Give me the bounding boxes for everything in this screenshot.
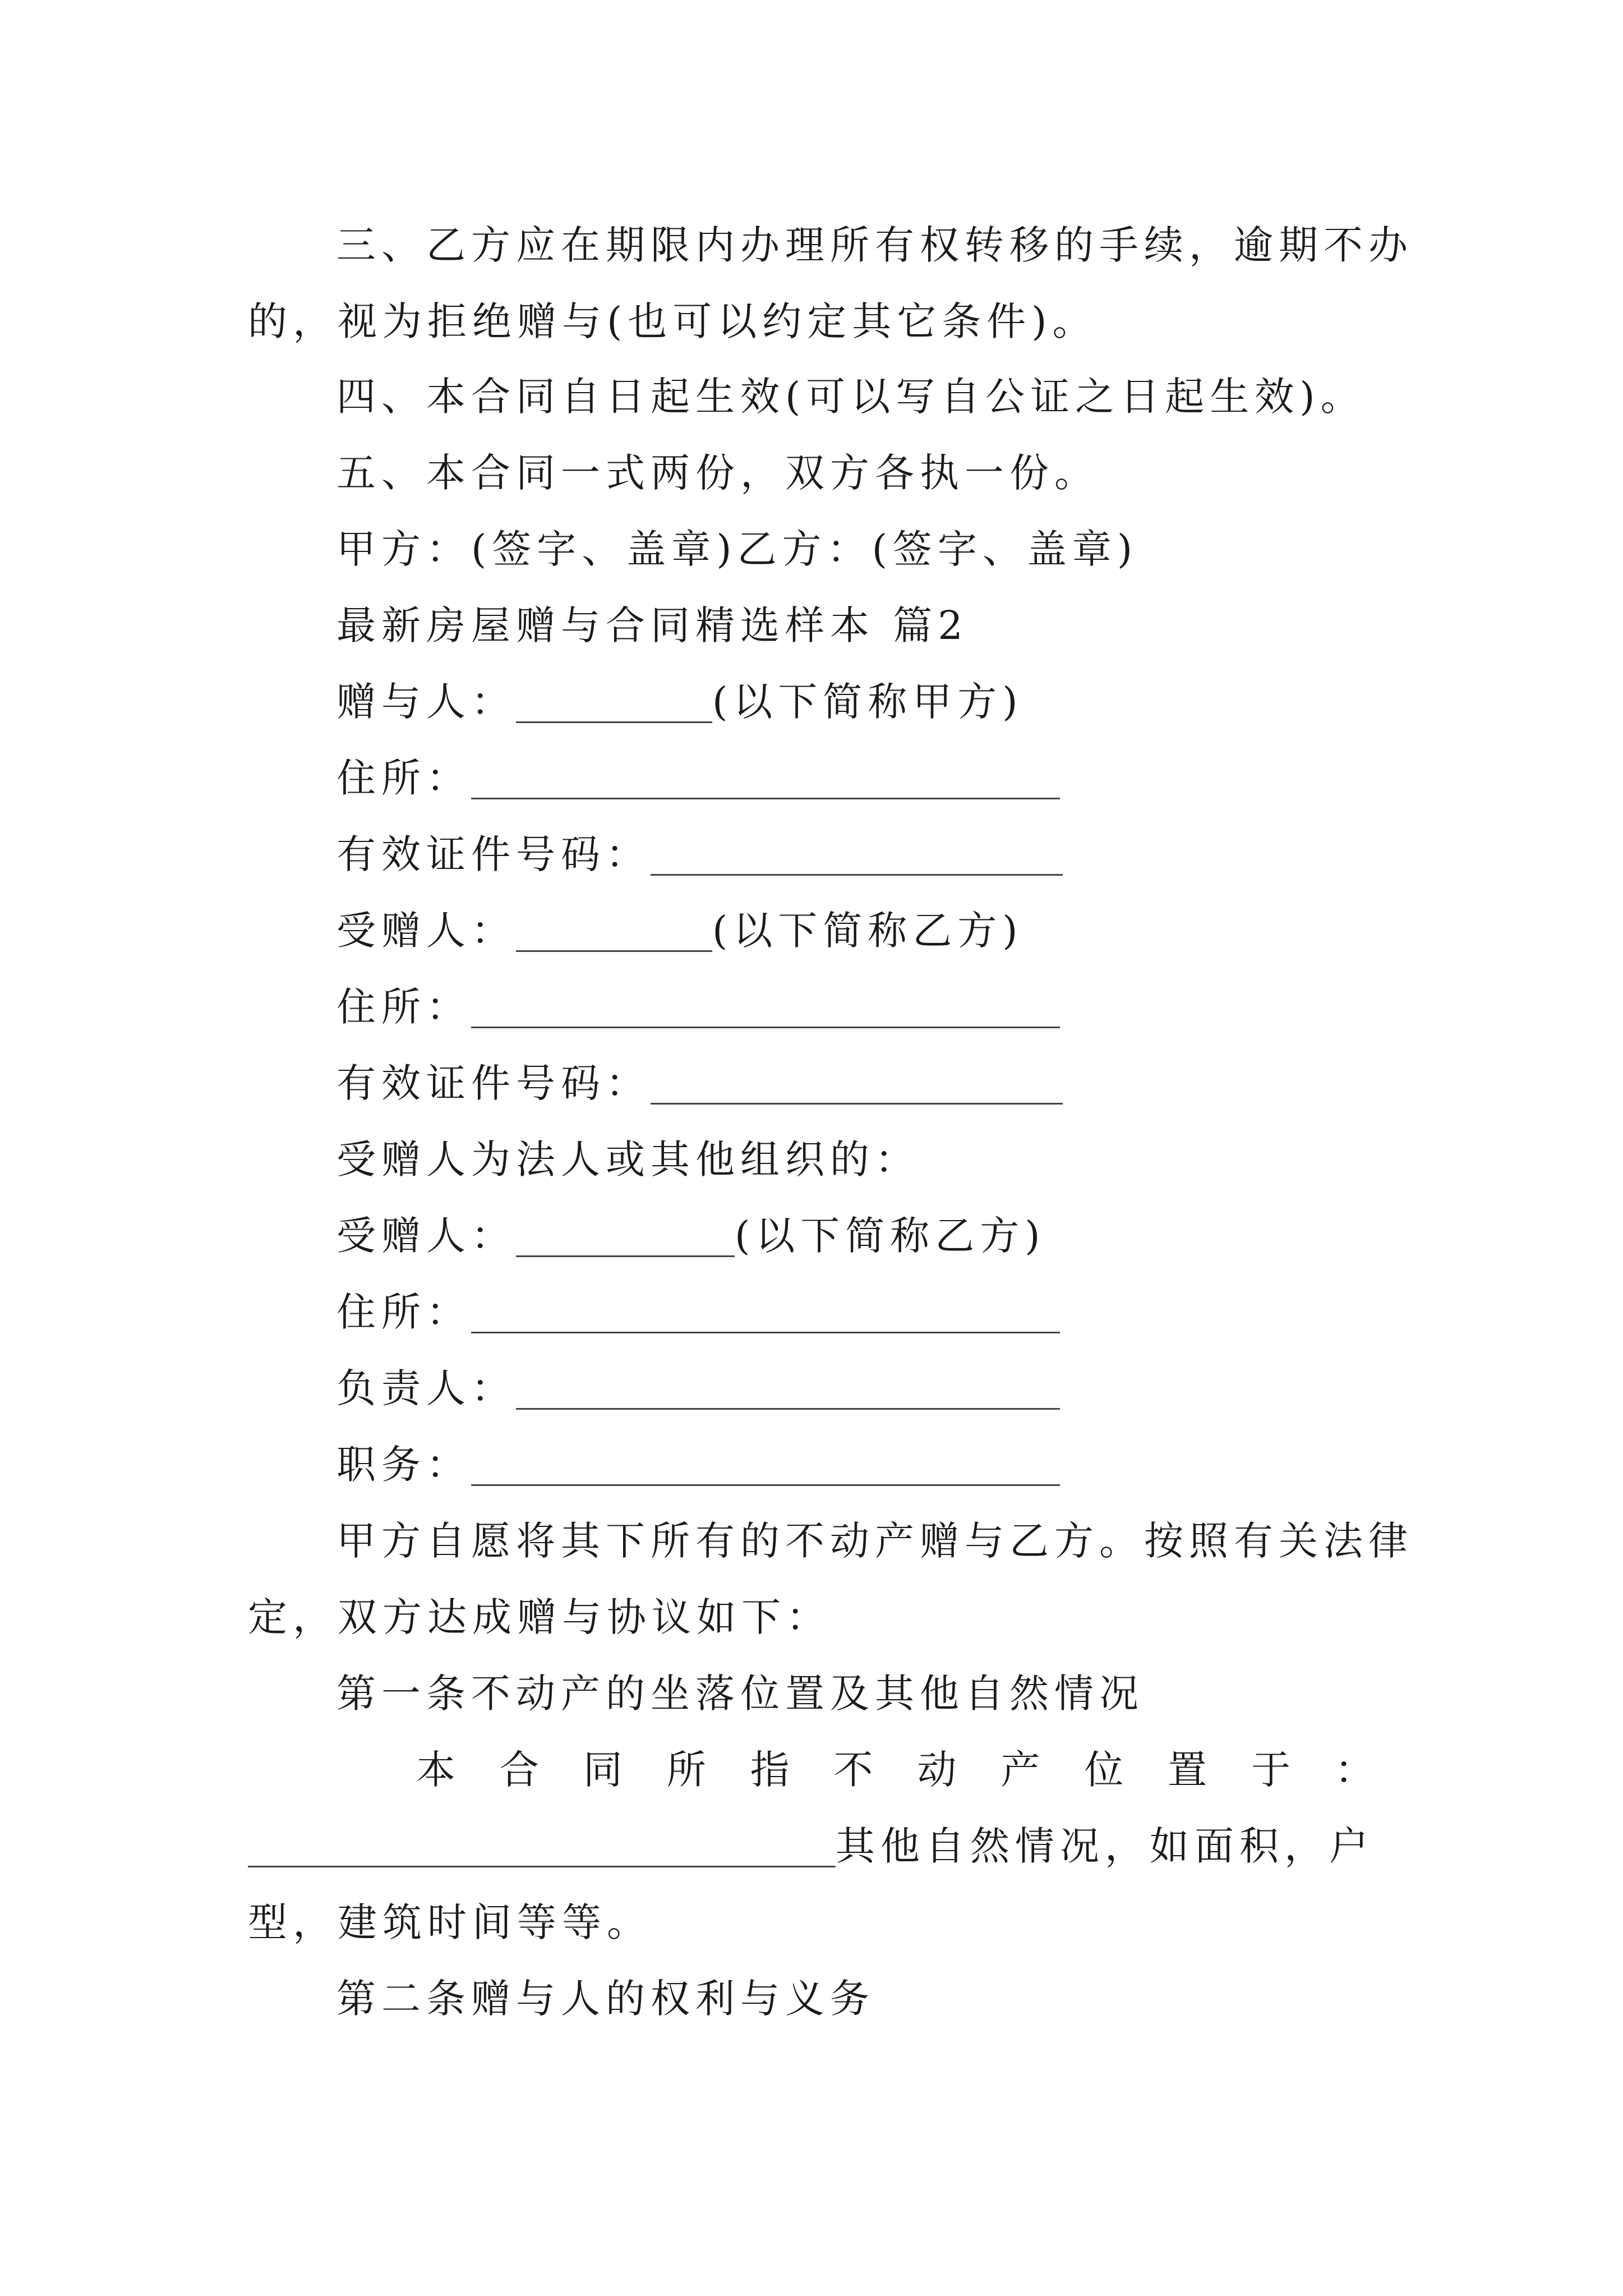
article-1-line-4: 型，建筑时间等等。 — [248, 1899, 652, 1945]
spaced-char: 所 — [666, 1747, 706, 1793]
position-blank[interactable] — [471, 1445, 1060, 1486]
clause-5: 五、本合同一式两份，双方各执一份。 — [336, 450, 1099, 496]
donor-row — [336, 671, 1023, 733]
org-note: 受赠人为法人或其他组织的： — [336, 1137, 920, 1182]
donee-suffix: (以下简称乙方) — [712, 908, 1023, 954]
spaced-char: 动 — [917, 1747, 957, 1793]
org-donee-row — [336, 1205, 1046, 1267]
donee-label: 受赠人： — [336, 1213, 516, 1259]
org-donee-blank[interactable] — [516, 1216, 735, 1257]
spaced-char: ： — [1334, 1747, 1374, 1793]
clause-3-line-1: 三、乙方应在期限内办理所有权转移的手续，逾期不办 — [336, 222, 1413, 268]
spaced-char: 不 — [833, 1747, 873, 1793]
clause-4: 四、本合同自日起生效(可以写自公证之日起生效)。 — [336, 374, 1366, 420]
donee-row — [336, 900, 1023, 961]
responsible-blank[interactable] — [516, 1369, 1060, 1410]
org-address-row — [336, 1281, 1060, 1343]
id-label: 有效证件号码： — [336, 1060, 651, 1106]
donee-id-row — [336, 1052, 1063, 1114]
donee-label: 受赠人： — [336, 908, 516, 954]
signature-line: 甲方：(签字、盖章)乙方：(签字、盖章) — [336, 526, 1138, 572]
id-label: 有效证件号码： — [336, 831, 651, 877]
spaced-char: 产 — [1000, 1747, 1040, 1793]
intro-line-2: 定，双方达成赠与协议如下： — [248, 1594, 831, 1640]
donor-id-row — [336, 823, 1063, 885]
spaced-char: 于 — [1251, 1747, 1291, 1793]
responsible-label: 负责人： — [336, 1365, 516, 1411]
spaced-char: 同 — [583, 1747, 623, 1793]
position-label: 职务： — [336, 1442, 471, 1488]
position-row — [336, 1434, 1060, 1496]
donee-address-blank[interactable] — [471, 987, 1060, 1028]
address-label: 住所： — [336, 984, 471, 1030]
article-1-location-line — [416, 1739, 1374, 1801]
address-label: 住所： — [336, 755, 471, 801]
donor-address-blank[interactable] — [471, 758, 1060, 799]
responsible-row — [336, 1358, 1060, 1419]
section-title-2: 最新房屋赠与合同精选样本 篇2 — [336, 602, 969, 648]
donor-id-blank[interactable] — [651, 835, 1063, 876]
spaced-char: 合 — [499, 1747, 539, 1793]
donee-address-row — [336, 976, 1060, 1038]
donee-suffix: (以下简称乙方) — [735, 1213, 1046, 1259]
spaced-char: 指 — [750, 1747, 790, 1793]
intro-line-1: 甲方自愿将其下所有的不动产赠与乙方。按照有关法律 — [336, 1518, 1413, 1564]
clause-3-line-2: 的，视为拒绝赠与(也可以约定其它条件)。 — [248, 298, 1098, 344]
article-2-title: 第二条赠与人的权利与义务 — [336, 1976, 875, 2022]
article-1-line-3 — [248, 1815, 1374, 1877]
spaced-char: 本 — [416, 1747, 455, 1793]
donee-id-blank[interactable] — [651, 1064, 1063, 1105]
article-1-natural-info: 其他自然情况，如面积，户 — [836, 1823, 1374, 1869]
donor-address-row — [336, 747, 1060, 809]
donee-blank[interactable] — [516, 911, 712, 952]
location-blank[interactable] — [248, 1826, 836, 1867]
donor-suffix: (以下简称甲方) — [712, 679, 1023, 725]
donor-label: 赠与人： — [336, 679, 516, 725]
donor-blank[interactable] — [516, 682, 712, 723]
spaced-char: 置 — [1168, 1747, 1207, 1793]
article-1-title: 第一条不动产的坐落位置及其他自然情况 — [336, 1671, 1144, 1717]
org-address-blank[interactable] — [471, 1292, 1060, 1333]
address-label: 住所： — [336, 1289, 471, 1335]
spaced-char: 位 — [1084, 1747, 1124, 1793]
